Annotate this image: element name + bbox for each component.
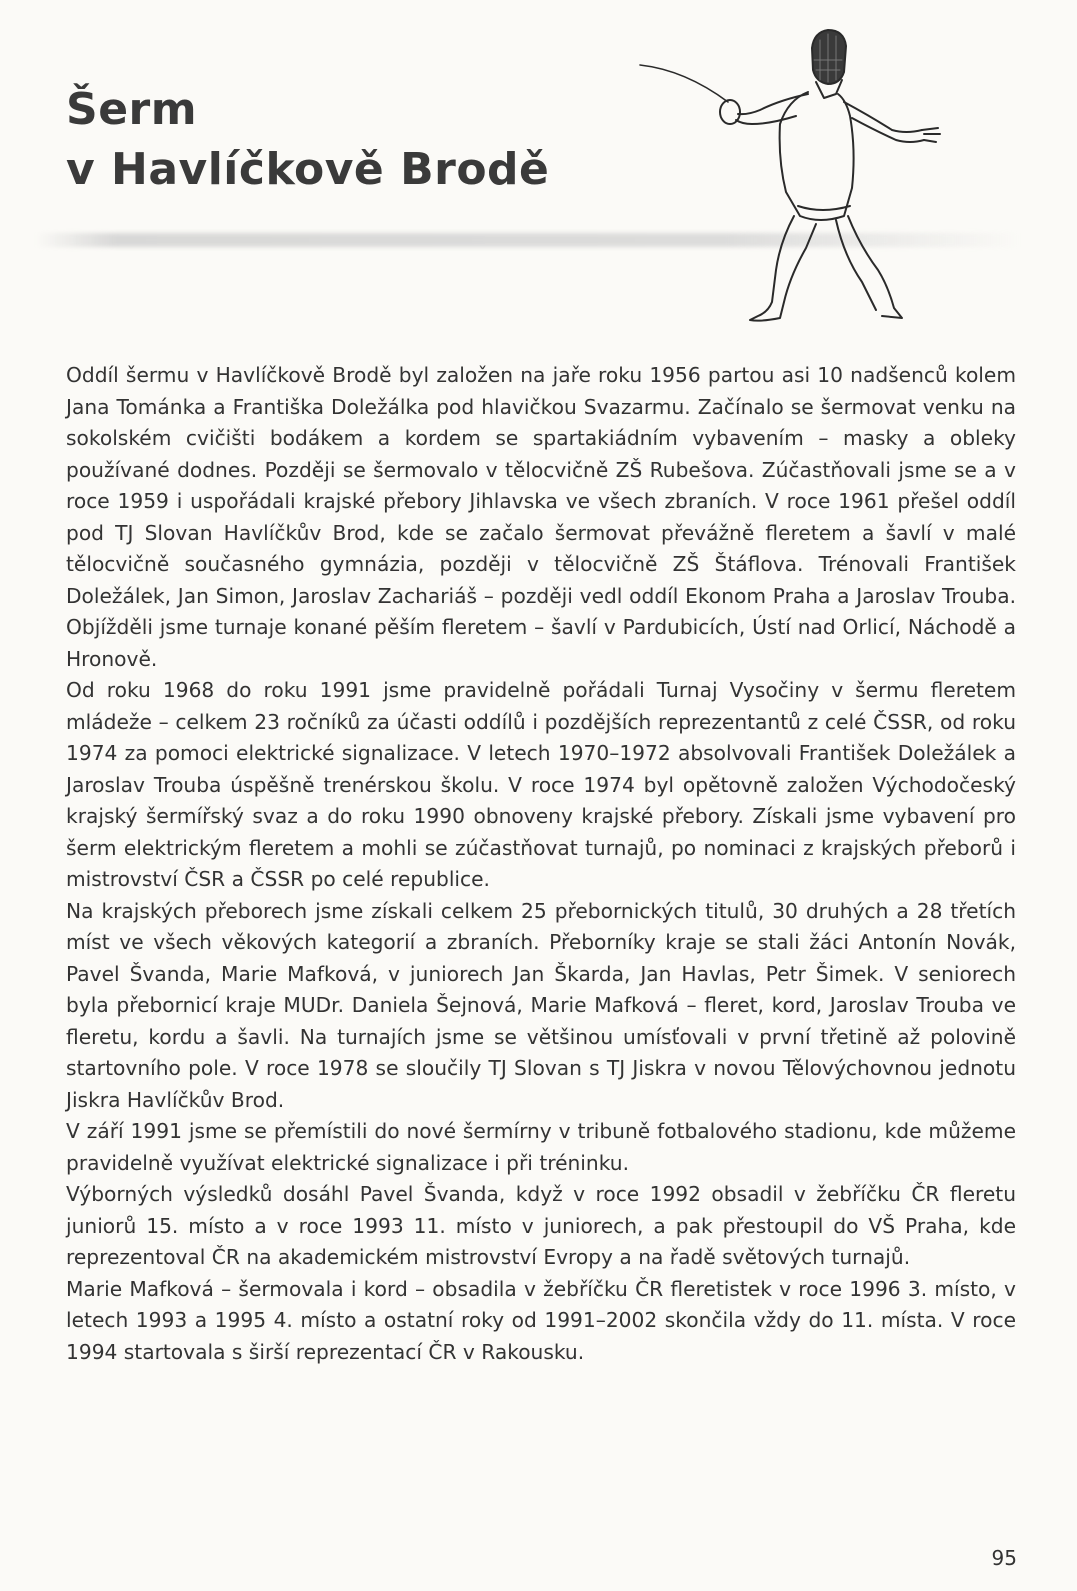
paragraph: Marie Mafková – šermovala i kord – obsadila v žebříčku ČR fleretistek v roce 1996 3. místo, v letech 1993 a 1995 4. místo a ostatní roky od 1991–2002 skončila vždy do 11. místa. V roce 1994 startovala s širší reprezentací ČR v Rakousku. <box>66 1276 1016 1364</box>
paragraph: V září 1991 jsme se přemístili do nové šermírny v tribuně fotbalového stadionu, kde můžeme pravidelně využívat elektrické signalizace i při tréninku. <box>66 1119 1016 1175</box>
page-number: 95 <box>991 1546 1017 1570</box>
paragraph: Na krajských přeborech jsme získali celkem 25 přebornických titulů, 30 druhých a 28 třetích míst ve všech věkových kategorií a zbraních. Přeborníky kraje se stali žáci Antonín Novák, Pavel Švanda, Marie Mafková, v juniorech Jan Škarda, Jan Havlas, Petr Šimek. V seniorech byla přebornicí kraje MUDr. Daniela Šejnová, Marie Mafková – fleret, kord, Jaroslav Trouba ve fleretu, kordu a šavli. Na turnajích jsme se většinou umísťovali v první třetině až polovině startovního pole. V roce 1978 se sloučily TJ Slovan s TJ Jiskra v novou Tělovýchovnou jednotu Jiskra Havlíčkův Brod. <box>66 898 1016 1112</box>
article-body <box>66 360 1016 1368</box>
title-line-1: Šerm <box>66 84 198 135</box>
paragraph: Od roku 1968 do roku 1991 jsme pravidelně pořádali Turnaj Vysočiny v šermu fleretem mládeže – celkem 23 ročníků za účasti oddílů i pozdějších reprezentantů z celé ČSSR, od roku 1974 za pomoci elektrické signalizace. V letech 1970–1972 absolvovali František Doležálek a Jaroslav Trouba úspěšně trenérskou školu. V roce 1974 byl opětovně založen Východočeský krajský šermířský svaz a do roku 1990 obnoveny krajské přebory. Získali jsme vybavení pro šerm elektrickým fleretem a mohli se zúčastňovat turnajů, po nominaci z krajských přeborů i mistrovství ČSR a ČSSR po celé republice. <box>66 678 1016 891</box>
page-title <box>66 80 549 200</box>
paragraph: Výborných výsledků dosáhl Pavel Švanda, když v roce 1992 obsadil v žebříčku ČR fleretu juniorů 15. místo a v roce 1993 11. místo v juniorech, a pak přestoupil do VŠ Praha, kde reprezentoval ČR na akademickém mistrovství Evropy a na řadě světových turnajů. <box>66 1182 1016 1269</box>
paragraph: Oddíl šermu v Havlíčkově Brodě byl založen na jaře roku 1956 partou asi 10 nadšenců kolem Jana Tománka a Františka Doležálka pod hlavičkou Svazarmu. Začínalo se šermovat venku na sokolském cvičišti bodákem a kordem se spartakiádním vybavením – masky a obleky používané dodnes. Později se šermovalo v tělocvičně ZŠ Rubešova. Zúčastňovali jsme se a v roce 1959 i uspořádali krajské přebory Jihlavska ve všech zbraních. V roce 1961 přešel oddíl pod TJ Slovan Havlíčkův Brod, kde se začalo šermovat převážně fleretem a šavlí v malé tělocvičně současného gymnázia, později v tělocvičně ZŠ Štáflova. Trénovali František Doležálek, Jan Simon, Jaroslav Zachariáš – později vedl oddíl Ekonom Praha a Jaroslav Trouba. Objížděli jsme turnaje konané pěším fleretem – šavlí v Pardubicích, Ústí nad Orlicí, Náchodě a Hronově. <box>66 363 1016 671</box>
fencer-icon <box>630 20 960 330</box>
title-line-2: v Havlíčkově Brodě <box>66 144 550 195</box>
